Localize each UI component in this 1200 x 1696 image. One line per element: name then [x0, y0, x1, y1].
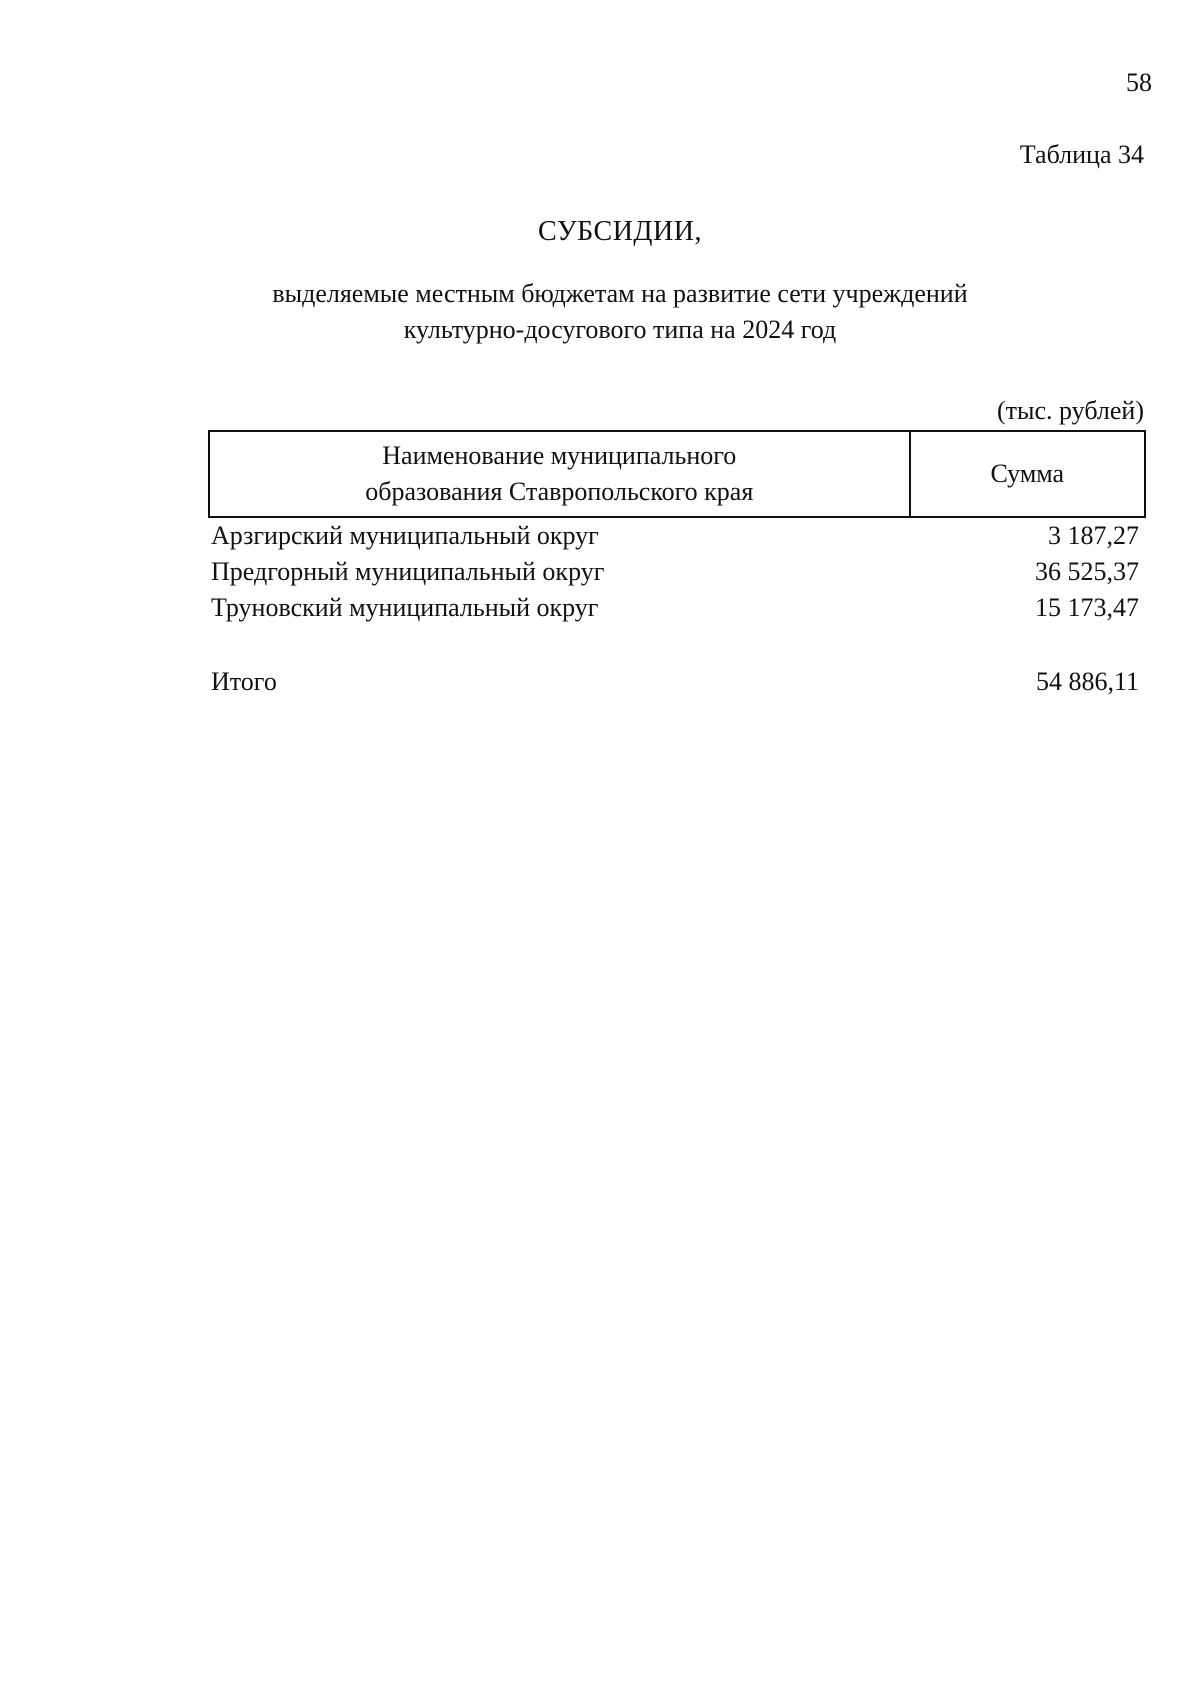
header-municipality-line-2: образования Ставропольского края [365, 477, 754, 506]
table-label: Таблица 34 [1019, 140, 1144, 169]
subtitle-line-1: выделяемые местным бюджетам на развитие сети учреждений [272, 279, 968, 308]
row-name: Предгорный муниципальный округ [211, 557, 605, 586]
table-row [209, 590, 1145, 626]
table-row [209, 554, 1145, 590]
units-label: (тыс. рублей) [996, 396, 1144, 425]
table-row [209, 517, 1145, 554]
table-header-row [209, 431, 1145, 517]
row-name: Арзгирский муниципальный округ [211, 521, 599, 550]
total-sum: 54 886,11 [1035, 667, 1139, 696]
total-label: Итого [211, 667, 277, 696]
total-row [209, 664, 1145, 700]
document-title: СУБСИДИИ, [538, 216, 702, 247]
subtitle-line-2: культурно-досугового типа на 2024 год [403, 315, 837, 344]
header-sum: Сумма [910, 431, 1145, 517]
row-name: Труновский муниципальный округ [211, 593, 599, 622]
row-sum: 15 173,47 [1035, 593, 1139, 622]
header-municipality-line-1: Наименование муниципального [382, 441, 737, 470]
header-municipality [209, 431, 910, 517]
spacer-row [209, 626, 1145, 664]
subsidies-table [208, 430, 1146, 700]
row-sum: 3 187,27 [1048, 521, 1139, 550]
page-number: 58 [1126, 68, 1152, 97]
row-sum: 36 525,37 [1035, 557, 1139, 586]
spacer-cell [910, 626, 1145, 664]
document-subtitle [0, 276, 1200, 348]
spacer-cell [209, 626, 910, 664]
